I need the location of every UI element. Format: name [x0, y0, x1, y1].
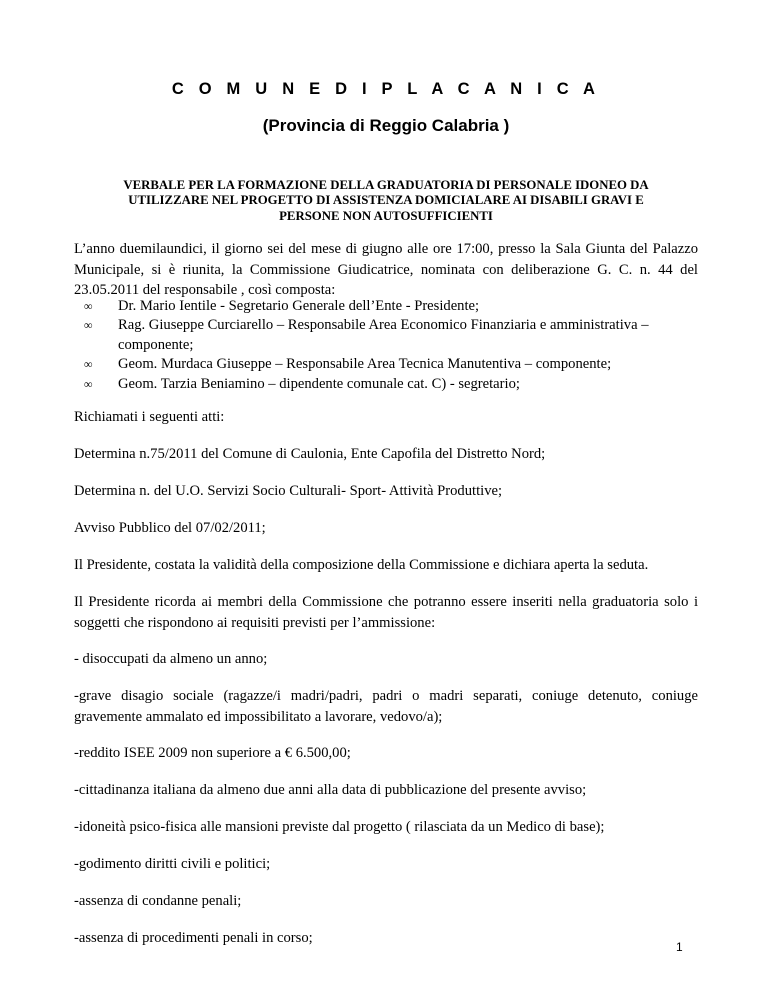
- document-title: C O M U N E D I P L A C A N I C A: [171, 80, 601, 98]
- richiamati-paragraph: Richiamati i seguenti atti:: [74, 409, 225, 425]
- document-subtitle: (Provincia di Reggio Calabria ): [262, 116, 510, 135]
- requirement-item: -idoneità psico-fisica alle mansioni previste dal progetto ( rilasciata da un Medico di base);: [74, 819, 605, 835]
- list-item: [74, 316, 698, 355]
- list-item: [74, 297, 698, 316]
- presidente-opening-paragraph: Il Presidente, costata la validità della composizione della Commissione e dichiara aperta la seduta.: [74, 557, 649, 573]
- determina-uo-paragraph: Determina n. del U.O. Servizi Socio Culturali- Sport- Attività Produttive;: [74, 483, 503, 499]
- member-text: Rag. Giuseppe Curciarello – Responsabile Area Economico Finanziaria e amministrativa – componente;: [118, 317, 649, 353]
- verbale-heading: [74, 178, 698, 224]
- list-item: [74, 375, 698, 394]
- member-text: Geom. Murdaca Giuseppe – Responsabile Area Tecnica Manutentiva – componente;: [118, 356, 612, 373]
- member-text: Dr. Mario Ientile - Segretario Generale dell’Ente - Presidente;: [118, 298, 480, 314]
- heading-line: PERSONE NON AUTOSUFFICIENTI: [279, 208, 493, 223]
- avviso-paragraph: Avviso Pubblico del 07/02/2011;: [74, 520, 266, 536]
- intro-paragraph: L’anno duemilaundici, il giorno sei del mese di giugno alle ore 17:00, presso la Sala Giunta del Palazzo Municipale, si è riunita, la Commissione Giudicatrice, nominata con deliberazione G. C. n. 44 del 23.05.2011 del responsabile , così composta:: [74, 241, 698, 299]
- commission-members-list: [74, 297, 698, 394]
- infinity-bullet-icon: ∞: [84, 318, 93, 333]
- requirement-item: - disoccupati da almeno un anno;: [74, 651, 268, 667]
- infinity-bullet-icon: ∞: [84, 299, 93, 313]
- requirement-item: -reddito ISEE 2009 non superiore a € 6.500,00;: [74, 745, 351, 761]
- infinity-bullet-icon: ∞: [84, 357, 93, 372]
- list-item: [74, 355, 698, 374]
- heading-line: UTILIZZARE NEL PROGETTO DI ASSISTENZA DOMICIALARE AI DISABILI GRAVI E: [128, 193, 644, 208]
- requirement-item: -assenza di procedimenti penali in corso;: [74, 930, 313, 946]
- requirement-item: -cittadinanza italiana da almeno due anni alla data di pubblicazione del presente avviso;: [74, 782, 587, 798]
- requirement-item: -grave disagio sociale (ragazze/i madri/padri, padri o madri separati, coniuge detenuto, coniuge gravemente ammalato ed impossibilitato a lavorare, vedovo/a);: [74, 688, 698, 725]
- requirement-item: -godimento diritti civili e politici;: [74, 856, 271, 872]
- heading-line: VERBALE PER LA FORMAZIONE DELLA GRADUATORIA DI PERSONALE IDONEO DA: [123, 178, 649, 192]
- determina-caulonia-paragraph: Determina n.75/2011 del Comune di Caulonia, Ente Capofila del Distretto Nord;: [74, 446, 546, 462]
- infinity-bullet-icon: ∞: [84, 376, 93, 391]
- document-page: [74, 0, 698, 994]
- presidente-requirements-paragraph: Il Presidente ricorda ai membri della Commissione che potranno essere inseriti nella graduatoria solo i soggetti che rispondono ai requisiti previsti per l’ammissione:: [74, 594, 698, 631]
- page-number: 1: [676, 940, 683, 954]
- member-text: Geom. Tarzia Beniamino – dipendente comunale cat. C) - segretario;: [118, 375, 520, 392]
- requirement-item: -assenza di condanne penali;: [74, 893, 242, 909]
